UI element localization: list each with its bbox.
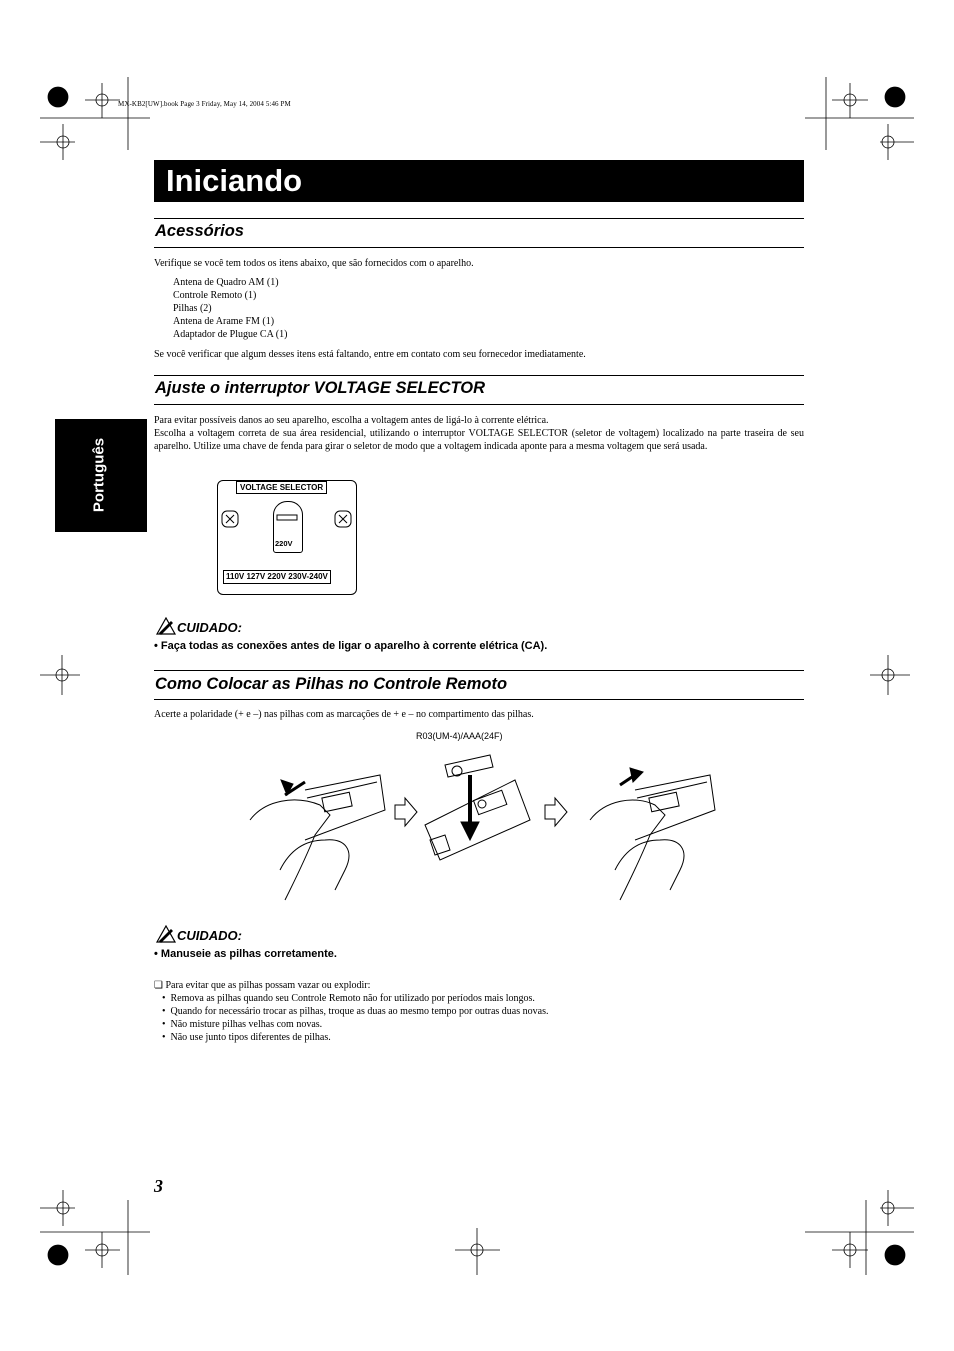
list-item: Adaptador de Plugue CA (1) [173,329,288,340]
list-item: • Quando for necessário trocar as pilhas, troque as duas ao mesmo tempo por outras duas novas. [162,1006,549,1017]
voltage-options: 110V 127V 220V 230V-240V [223,570,331,584]
section-title-voltage: Ajuste o interruptor VOLTAGE SELECTOR [155,379,486,397]
list-item: • Não use junto tipos diferentes de pilhas. [162,1032,331,1043]
section-rule [154,247,804,248]
voltage-switch-value: 220V [275,539,293,548]
note-text: Não use junto tipos diferentes de pilhas. [170,1032,331,1043]
batteries-notes [162,992,548,1044]
caution-icon [155,925,177,943]
section-rule [154,670,804,671]
title-bar [154,160,804,202]
list-item: Antena de Quadro AM (1) [173,277,279,288]
language-tab-label: Português [90,437,108,513]
note-text: Remova as pilhas quando seu Controle Remoto não for utilizado por períodos mais longos. [170,993,535,1004]
voltage-selector-diagram [217,480,357,595]
section-rule [154,218,804,219]
battery-installation-illustration [245,740,720,905]
list-item: Antena de Arame FM (1) [173,316,275,327]
accessories-footer: Se você verificar que algum desses itens está faltando, entre em contato com seu fornecedor imediatamente. [154,349,586,360]
print-header: MX-KB2[UW].book Page 3 Friday, May 14, 2004 5:46 PM [118,100,291,108]
caution-icon [155,617,177,635]
voltage-selector-label: VOLTAGE SELECTOR [236,481,327,494]
list-item: • Não misture pilhas velhas com novas. [162,1019,323,1030]
section-title-accessories: Acessórios [155,222,244,240]
accessories-list [173,276,287,341]
page-number: 3 [154,1176,163,1196]
list-item: Controle Remoto (1) [173,290,257,301]
batteries-intro: Acerte a polaridade (+ e –) nas pilhas com as marcações de + e – no compartimento das pilhas. [154,709,534,720]
batteries-note-lead: ❏ Para evitar que as pilhas possam vazar ou explodir: [154,980,371,991]
note-text: Não misture pilhas velhas com novas. [170,1019,323,1030]
caution-title-voltage: CUIDADO: [177,620,242,635]
section-rule [154,404,804,405]
voltage-paragraph: Escolha a voltagem correta de sua área residencial, utilizando o interruptor VOLTAGE SELECTOR (seletor de voltagem) localizado na parte traseira de seu aparelho. Utilize uma chave de fenda para girar o seletor de modo que a voltagem indicada aponte para a mesma voltagem que será usada. [154,428,804,452]
caution-item-voltage: • Faça todas as conexões antes de ligar o aparelho à corrente elétrica (CA). [154,640,548,652]
section-rule [154,375,804,376]
battery-type-label: R03(UM-4)/AAA(24F) [416,731,503,741]
page-title: Iniciando [166,163,303,198]
list-item: Pilhas (2) [173,303,212,314]
voltage-line1: Para evitar possíveis danos ao seu aparelho, escolha a voltagem antes de ligá-lo à corrente elétrica. [154,415,549,426]
section-title-batteries: Como Colocar as Pilhas no Controle Remoto [155,675,508,693]
language-tab [55,419,147,532]
voltage-switch [273,501,303,553]
section-rule [154,699,804,700]
caution-item-batteries: • Manuseie as pilhas corretamente. [154,948,337,960]
list-item: • Remova as pilhas quando seu Controle Remoto não for utilizado por períodos mais longos. [162,993,535,1004]
note-text: Quando for necessário trocar as pilhas, troque as duas ao mesmo tempo por outras duas novas. [170,1006,549,1017]
accessories-intro: Verifique se você tem todos os itens abaixo, que são fornecidos com o aparelho. [154,258,474,269]
caution-title-batteries: CUIDADO: [177,928,242,943]
